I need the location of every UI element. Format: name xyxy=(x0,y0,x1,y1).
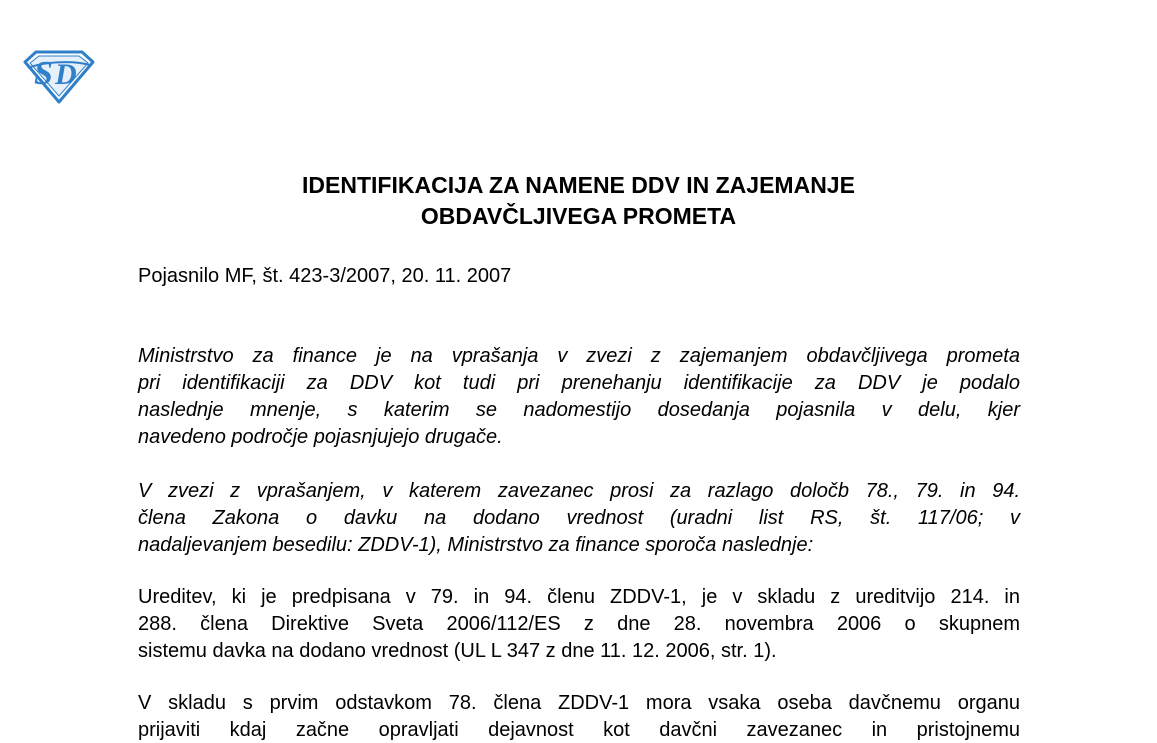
paragraph-3 xyxy=(138,584,1020,665)
paragraph-line: V skladu s prvim odstavkom 78. člena ZDDV-1 mora vsaka oseba davčnemu organu xyxy=(138,692,1020,714)
paragraph-line: navedeno področje pojasnjujejo drugače. xyxy=(138,426,503,448)
paragraph-line: 288. člena Direktive Sveta 2006/112/ES z dne 28. novembra 2006 o skupnem xyxy=(138,613,1020,635)
paragraph-2 xyxy=(138,478,1020,559)
paragraph-line: Ministrstvo za finance je na vprašanja v zvezi z zajemanjem obdavčljivega prometa xyxy=(138,345,1020,367)
paragraph-line: pri identifikaciji za DDV kot tudi pri prenehanju identifikacije za DDV je podalo xyxy=(138,372,1020,394)
paragraph-1 xyxy=(138,343,1020,451)
paragraph-line: naslednje mnenje, s katerim se nadomestijo dosedanja pojasnila v delu, kjer xyxy=(138,399,1020,421)
document-title-line-2: OBDAVČLJIVEGA PROMETA xyxy=(420,203,737,229)
paragraph-line: Ureditev, ki je predpisana v 79. in 94. členu ZDDV-1, je v skladu z ureditvijo 214. in xyxy=(138,586,1020,608)
svg-text:S: S xyxy=(34,55,53,92)
svg-text:D: D xyxy=(55,58,77,91)
document-title-line-1: IDENTIFIKACIJA ZA NAMENE DDV IN ZAJEMANJE xyxy=(302,172,855,198)
sd-logo-icon xyxy=(22,48,96,104)
paragraph-line: sistemu davka na dodano vrednost (UL L 347 z dne 11. 12. 2006, str. 1). xyxy=(138,640,777,662)
document-source: Pojasnilo MF, št. 423-3/2007, 20. 11. 2007 xyxy=(138,265,512,287)
paragraph-line: člena Zakona o davku na dodano vrednost (uradni list RS, št. 117/06; v xyxy=(138,507,1020,529)
paragraph-line: prijaviti kdaj začne opravljati dejavnost kot davčni zavezanec in pristojnemu xyxy=(138,719,1020,741)
paragraph-4 xyxy=(138,690,1020,743)
paragraph-line: V zvezi z vprašanjem, v katerem zavezanec prosi za razlago določb 78., 79. in 94. xyxy=(138,480,1020,502)
paragraph-line: nadaljevanjem besedilu: ZDDV-1), Ministrstvo za finance sporoča naslednje: xyxy=(138,534,814,556)
